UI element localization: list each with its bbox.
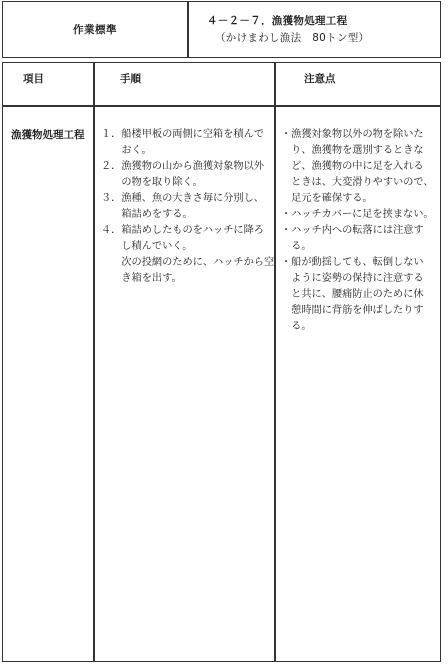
note-line: 憩時間に背筋を伸ばしたりす — [281, 305, 424, 316]
procedure-line: 次の投網のために、ハッチから空 — [101, 257, 275, 268]
note-line: ときは、大変滑りやすいので、 — [281, 177, 434, 188]
item-cell: 漁獲物処理工程 — [11, 129, 85, 141]
procedure-line: ２．漁獲物の山から漁獲対象物以外 — [101, 161, 264, 172]
procedure-line: 箱詰めをする。 — [101, 209, 193, 220]
procedure-line: １．船楼甲板の両側に空箱を積んで — [101, 129, 264, 140]
header-label: 作業標準 — [73, 24, 117, 36]
note-line: ・ハッチ内への転落には注意す — [281, 225, 424, 236]
procedure-line: き箱を出す。 — [101, 273, 182, 284]
procedure-line: ４．箱詰めしたものをハッチに降ろ — [101, 225, 264, 236]
note-line: ように姿勢の保持に注意する — [281, 273, 424, 284]
column-divider-1 — [93, 63, 95, 661]
procedure-list — [101, 127, 273, 287]
note-line: と共に、腰痛防止のために休 — [281, 289, 424, 300]
note-line: ど、漁獲物の中に足を入れる — [281, 161, 424, 172]
section-title: ４－２－７．漁獲物処理工程 — [207, 15, 348, 27]
note-line: り、漁獲物を選別するときな — [281, 145, 424, 156]
header-divider — [187, 2, 189, 57]
note-line: ・ハッチカバーに足を挟まない。 — [281, 209, 434, 220]
column-header-procedure: 手順 — [120, 73, 141, 85]
procedure-line: おく。 — [101, 145, 152, 156]
note-line: る。 — [281, 241, 312, 252]
header-row-divider — [3, 105, 440, 107]
procedure-table — [2, 62, 441, 662]
column-header-item: 項目 — [23, 73, 44, 85]
notes-list — [281, 127, 441, 335]
section-subtitle: （かけまわし漁法 80トン型） — [215, 32, 370, 44]
column-divider-2 — [274, 63, 276, 661]
note-line: る。 — [281, 321, 312, 332]
procedure-line: し積んでいく。 — [101, 241, 193, 252]
procedure-line: の物を取り除く。 — [101, 177, 203, 188]
note-line: 足元を確保する。 — [281, 193, 373, 204]
note-line: ・船が動揺しても、転倒しない — [281, 257, 424, 268]
procedure-line: ３．漁種、魚の大きさ毎に分別し、 — [101, 193, 264, 204]
column-header-notes: 注意点 — [304, 73, 336, 85]
header-block — [2, 1, 441, 58]
note-line: ・漁獲対象物以外の物を除いた — [281, 129, 424, 140]
